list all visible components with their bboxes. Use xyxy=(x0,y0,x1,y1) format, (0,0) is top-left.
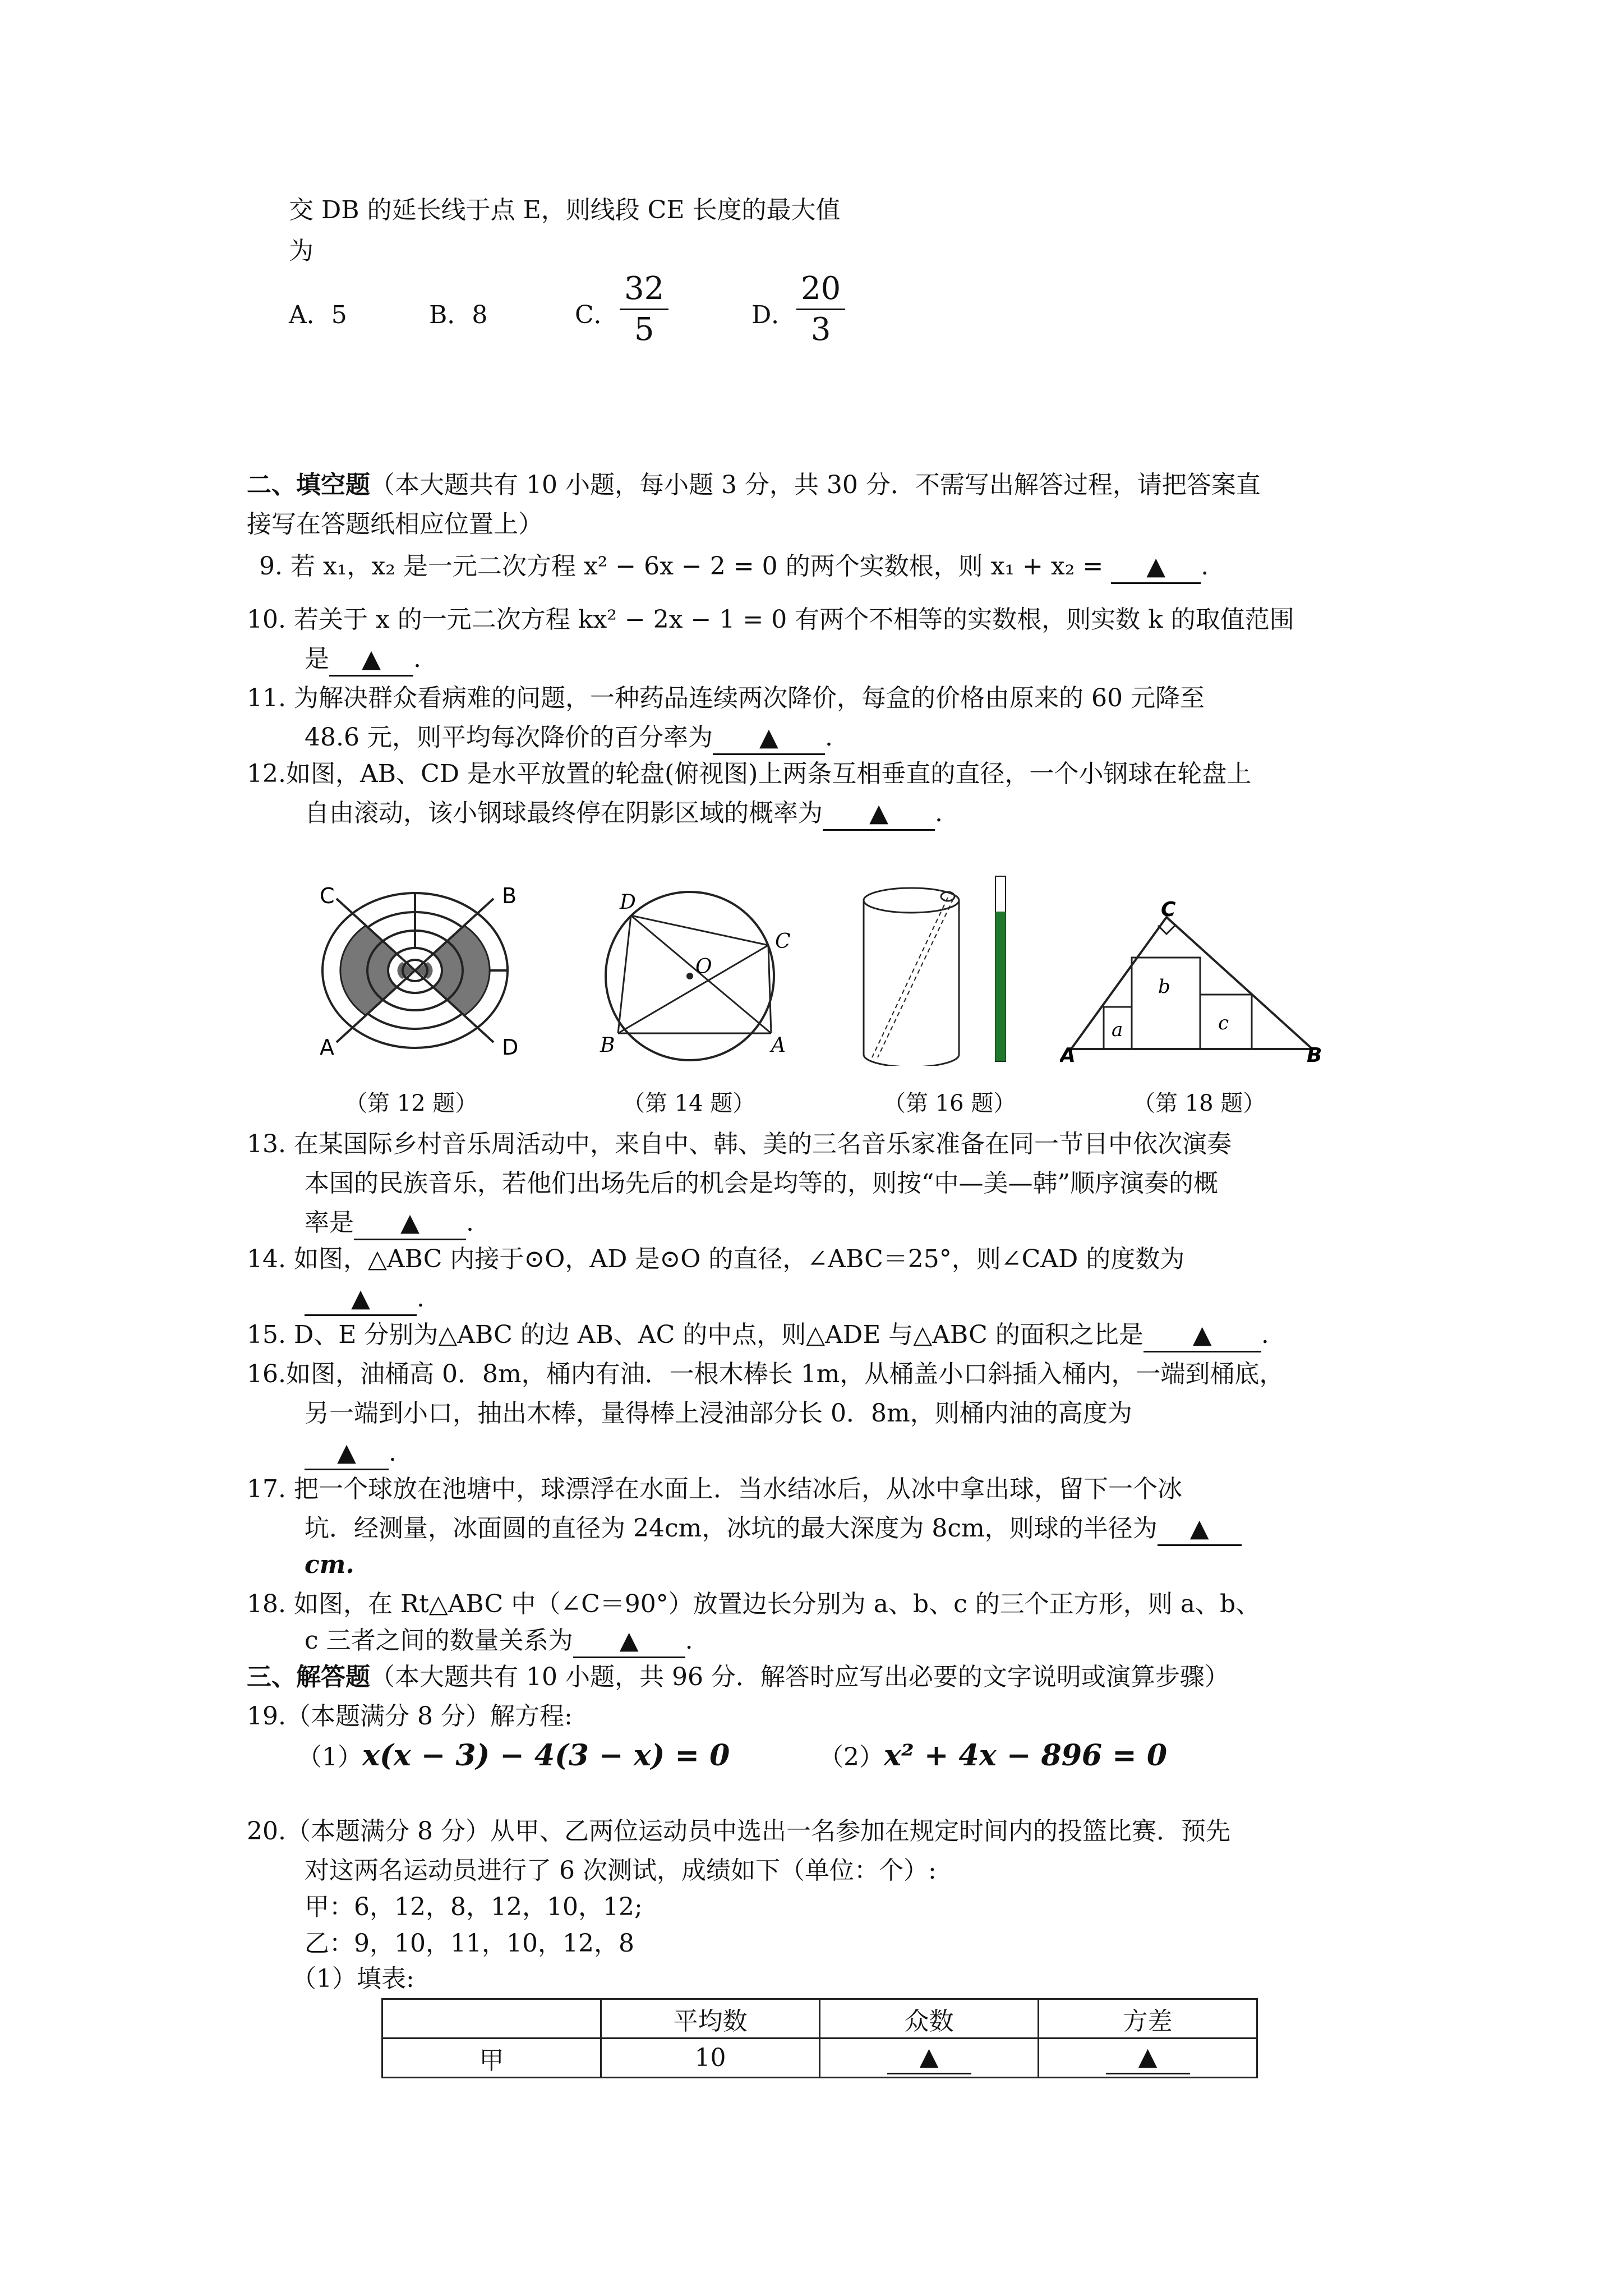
part-label: （1） xyxy=(297,1743,362,1772)
question-text: 若 x₁，x₂ 是一元二次方程 x² − 6x − 2 = 0 的两个实数根，则 x₁ + x₂ = xyxy=(290,552,1104,581)
table-header-cell: 众数 xyxy=(820,1999,1039,2039)
question-text: 48.6 元，则平均每次降价的百分率为 xyxy=(305,723,713,752)
period: . xyxy=(824,723,833,752)
answer-blank[interactable]: ▲ xyxy=(1144,1319,1261,1352)
q17-line2 xyxy=(305,1512,1242,1546)
answer-blank[interactable]: ▲ xyxy=(1111,551,1201,584)
label-c: C xyxy=(320,886,335,908)
part-label: （2） xyxy=(819,1743,884,1772)
label-d: D xyxy=(620,891,636,914)
period: . xyxy=(389,1438,396,1467)
answer-blank[interactable]: ▲ xyxy=(573,1625,685,1658)
period: . xyxy=(685,1626,693,1655)
q12-line1 xyxy=(247,757,1251,791)
q17-line1 xyxy=(247,1473,1182,1506)
table-header-cell: 方差 xyxy=(1039,1999,1257,2039)
question-number: 18. xyxy=(247,1590,286,1618)
label-b: B xyxy=(502,886,517,908)
score-table xyxy=(381,1998,1258,2078)
section2-header xyxy=(247,468,1261,502)
q8-option-c-label: C． xyxy=(575,301,619,329)
answer-blank[interactable]: ▲ xyxy=(329,643,413,677)
question-number: 9. xyxy=(259,552,283,581)
q18-line2 xyxy=(305,1624,693,1658)
q14-line1 xyxy=(247,1243,1184,1276)
question-number: 20. xyxy=(247,1817,286,1846)
q13-line1 xyxy=(247,1128,1232,1161)
question-number: 12. xyxy=(247,760,286,788)
question-text: 在某国际乡村音乐周活动中，来自中、韩、美的三名音乐家准备在同一节目中依次演奏 xyxy=(293,1130,1232,1158)
period: . xyxy=(417,1284,425,1313)
question-text: 为解决群众看病难的问题，一种药品连续两次降价，每盒的价格由原来的 60 元降至 xyxy=(293,684,1205,712)
label-c: C xyxy=(1161,898,1176,921)
q16-line2: 另一端到小口，抽出木棒，量得棒上浸油部分长 0．8m，则桶内油的高度为 xyxy=(305,1399,1132,1428)
q8-option-d-label: D． xyxy=(751,301,796,329)
period: . xyxy=(1201,552,1209,581)
figure-18-triangle xyxy=(1060,895,1324,1063)
figure-14-circle xyxy=(578,886,802,1066)
q16-line1 xyxy=(247,1358,1284,1391)
section3-title: 三、解答题 xyxy=(247,1663,370,1691)
figure-16-caption: （第 16 题） xyxy=(883,1091,1016,1116)
period: . xyxy=(935,799,943,827)
q8-option-c-fraction xyxy=(620,269,668,349)
q8-line2: 为 xyxy=(289,237,313,265)
period: . xyxy=(466,1208,474,1237)
period: . xyxy=(345,1550,354,1579)
question-text: 如图，AB、CD 是水平放置的轮盘(俯视图)上两条互相垂直的直径，一个小钢球在轮盘上 xyxy=(285,760,1252,788)
question-number: 16. xyxy=(247,1360,286,1388)
figure-12-caption: （第 12 题） xyxy=(345,1091,478,1116)
q16-line3 xyxy=(305,1436,396,1470)
q20-line3: 甲：6，12，8，12，10，12; xyxy=(305,1893,643,1921)
section3-desc: （本大题共有 10 小题，共 96 分．解答时应写出必要的文字说明或演算步骤） xyxy=(370,1663,1229,1691)
table-header-row xyxy=(382,1999,1257,2039)
question-text: （本题满分 8 分）解方程: xyxy=(285,1702,573,1731)
table-header-cell xyxy=(382,1999,601,2039)
equation: x(x − 3) − 4(3 − x) = 0 xyxy=(362,1738,730,1773)
q10-line1 xyxy=(247,603,1294,637)
question-text: 是 xyxy=(305,645,329,673)
question-number: 11. xyxy=(247,684,286,712)
q19-part1 xyxy=(297,1739,730,1774)
q20-line5: （1）填表: xyxy=(292,1964,414,1993)
label-b: B xyxy=(600,1034,615,1057)
label-a: A xyxy=(320,1035,334,1060)
question-number: 13. xyxy=(247,1130,286,1158)
label-o: O xyxy=(695,955,712,978)
question-text: （本题满分 8 分）从甲、乙两位运动员中选出一名参加在规定时间内的投篮比赛．预先 xyxy=(285,1817,1230,1846)
q20-line4: 乙：9，10，11，10，12，8 xyxy=(305,1929,634,1958)
question-number: 14. xyxy=(247,1245,286,1273)
answer-blank[interactable]: ▲ xyxy=(1158,1513,1242,1546)
figure-16-barrel xyxy=(858,875,1026,1066)
fraction-denominator: 3 xyxy=(810,311,831,348)
answer-blank[interactable]: ▲ xyxy=(713,722,825,755)
label-d: D xyxy=(502,1035,519,1060)
q8-option-a: A．5 xyxy=(289,301,347,329)
equation: x² + 4x − 896 = 0 xyxy=(884,1738,1168,1773)
question-text: 如图，在 Rt△ABC 中（∠C＝90°）放置边长分别为 a、b、c 的三个正方形，则 a、b、 xyxy=(293,1590,1261,1618)
fraction-denominator: 5 xyxy=(634,311,654,348)
label-a: A xyxy=(1060,1044,1076,1063)
fraction-numerator: 32 xyxy=(620,269,668,310)
figure-14-caption: （第 14 题） xyxy=(623,1091,755,1116)
answer-blank[interactable]: ▲ xyxy=(305,1437,389,1470)
figure-12-wheel xyxy=(314,886,527,1060)
section2-title: 二、填空题 xyxy=(247,471,370,499)
q19-intro xyxy=(247,1700,573,1733)
q11-line1 xyxy=(247,682,1205,715)
label-c: C xyxy=(775,930,791,953)
q8-option-d-fraction xyxy=(796,269,845,349)
question-text: 如图，△ABC 内接于⊙O，AD 是⊙O 的直径，∠ABC＝25°，则∠CAD 的度数为 xyxy=(293,1245,1185,1273)
q18-line1 xyxy=(247,1588,1260,1621)
unit: cm xyxy=(305,1550,346,1579)
question-number: 10. xyxy=(247,605,286,634)
q12-line2 xyxy=(305,797,943,831)
figure-18-caption: （第 18 题） xyxy=(1133,1091,1266,1116)
q8-line1: 交 DB 的延长线于点 E，则线段 CE 长度的最大值 xyxy=(289,196,841,224)
question-text: 把一个球放在池塘中，球漂浮在水面上．当水结冰后，从冰中拿出球，留下一个冰 xyxy=(293,1475,1182,1503)
answer-blank[interactable]: ▲ xyxy=(823,798,935,831)
q20-line1 xyxy=(247,1815,1230,1848)
q11-line2 xyxy=(305,721,833,755)
q15 xyxy=(247,1318,1269,1352)
q13-line3 xyxy=(305,1206,474,1240)
question-text: c 三者之间的数量关系为 xyxy=(305,1626,573,1655)
answer-blank[interactable]: ▲ xyxy=(1106,2041,1190,2074)
label-b: B xyxy=(1307,1044,1322,1063)
period: . xyxy=(1261,1320,1269,1349)
label-a-square: a xyxy=(1112,1019,1123,1041)
table-cell: 10 xyxy=(601,2039,820,2078)
section3-header xyxy=(247,1660,1229,1694)
question-number: 15. xyxy=(247,1320,286,1349)
question-number: 19. xyxy=(247,1702,286,1731)
question-text: 坑．经测量，冰面圆的直径为 24cm，冰坑的最大深度为 8cm，则球的半径为 xyxy=(305,1514,1158,1543)
question-text: 率是 xyxy=(305,1208,354,1237)
section2-desc1: （本大题共有 10 小题，每小题 3 分，共 30 分．不需写出解答过程，请把答案直 xyxy=(370,471,1261,499)
table-cell: 甲 xyxy=(382,2039,601,2078)
table-cell xyxy=(820,2039,1039,2078)
question-text: 若关于 x 的一元二次方程 kx² − 2x − 1 = 0 有两个不相等的实数根，则实数 k 的取值范围 xyxy=(293,605,1294,634)
q19-part2 xyxy=(819,1739,1167,1774)
q14-line2 xyxy=(305,1282,425,1316)
q13-line2: 本国的民族音乐，若他们出场先后的机会是均等的，则按“中—美—韩”顺序演奏的概 xyxy=(305,1169,1218,1198)
section2-desc2: 接写在答题纸相应位置上） xyxy=(247,510,543,539)
q9 xyxy=(259,550,1209,584)
label-b-square: b xyxy=(1158,976,1170,998)
question-number: 17. xyxy=(247,1475,286,1503)
question-text: 自由滚动，该小钢球最终停在阴影区域的概率为 xyxy=(305,799,823,827)
period: . xyxy=(413,645,421,673)
label-c-square: c xyxy=(1218,1012,1229,1034)
answer-blank[interactable]: ▲ xyxy=(354,1207,466,1240)
question-text: D、E 分别为△ABC 的边 AB、AC 的中点，则△ADE 与△ABC 的面积之比是 xyxy=(293,1320,1144,1349)
table-cell xyxy=(1039,2039,1257,2078)
q10-line2 xyxy=(305,642,421,677)
q8-option-b: B．8 xyxy=(429,301,488,329)
fraction-numerator: 20 xyxy=(796,269,845,310)
answer-blank[interactable]: ▲ xyxy=(887,2041,971,2074)
q17-line3 xyxy=(305,1548,354,1582)
answer-blank[interactable]: ▲ xyxy=(305,1283,417,1316)
table-header-cell: 平均数 xyxy=(601,1999,820,2039)
question-text: 如图，油桶高 0．8m，桶内有油．一根木棒长 1m，从桶盖小口斜插入桶内，一端到桶底， xyxy=(285,1360,1284,1388)
label-a: A xyxy=(771,1034,786,1057)
table-row xyxy=(382,2039,1257,2078)
q20-line2: 对这两名运动员进行了 6 次测试，成绩如下（单位：个）: xyxy=(305,1856,937,1885)
